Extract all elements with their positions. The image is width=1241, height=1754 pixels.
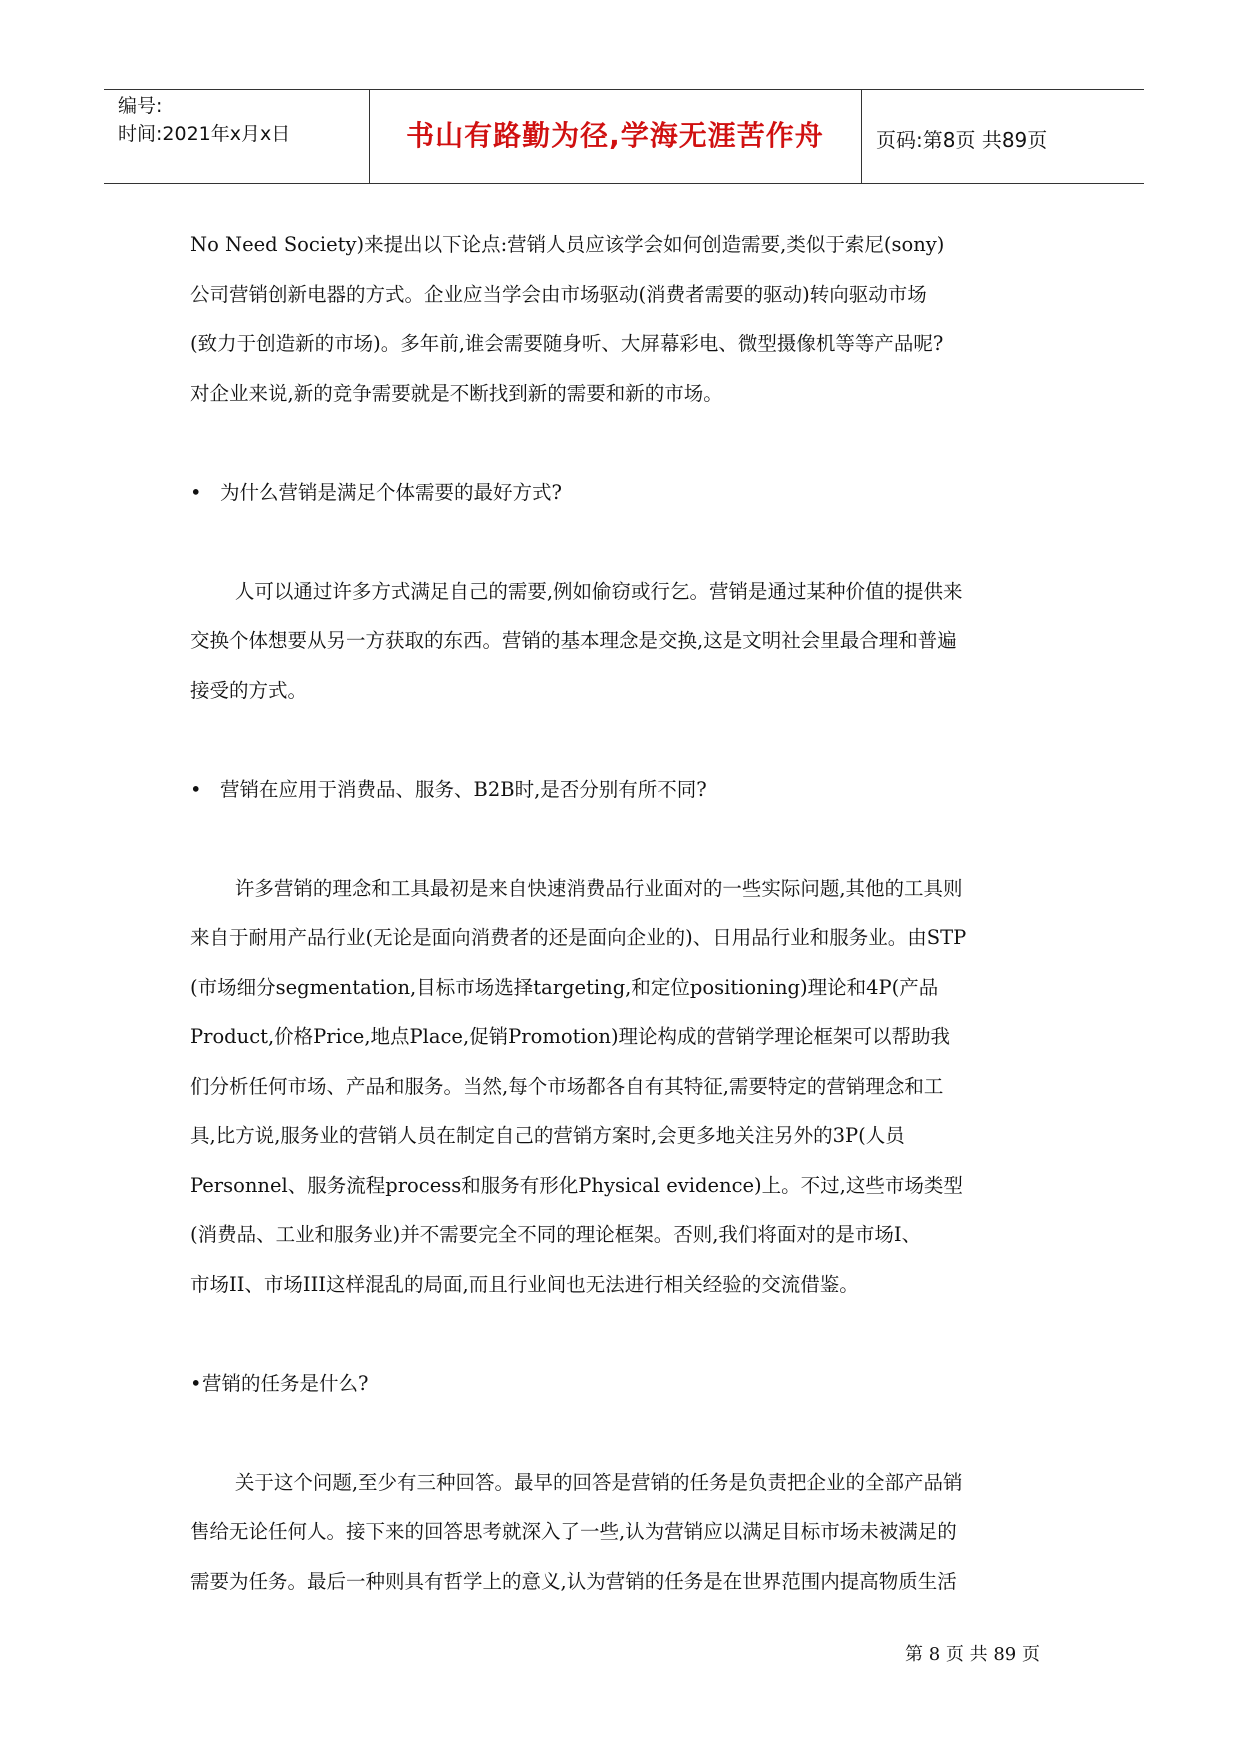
header-divider-right <box>861 89 862 184</box>
header-divider-left <box>369 89 370 184</box>
text-line: Personnel、服务流程process和服务有形化Physical evidence)上。不过,这些市场类型 <box>190 1173 963 1197</box>
text-line: Product,价格Price,地点Place,促销Promotion)理论构成的营销学理论框架可以帮助我 <box>190 1025 951 1048</box>
text-line: (致力于创造新的市场)。多年前,谁会需要随身听、大屏幕彩电、微型摄像机等等产品呢? <box>190 332 944 355</box>
text-line: 公司营销创新电器的方式。企业应当学会由市场驱动(消费者需要的驱动)转向驱动市场 <box>190 282 927 306</box>
bullet-icon: • <box>190 1371 202 1395</box>
text-line: No Need Society)来提出以下论点:营销人员应该学会如何创造需要,类似于索尼(sony) <box>190 233 945 256</box>
text-line: 交换个体想要从另一方获取的东西。营销的基本理念是交换,这是文明社会里最合理和普遍 <box>190 629 957 652</box>
document-body <box>190 220 1070 1606</box>
header-motto: 书山有路勤为径,学海无涯苦作舟 <box>406 119 824 152</box>
text-line: 具,比方说,服务业的营销人员在制定自己的营销方案时,会更多地关注另外的3P(人员 <box>190 1124 905 1147</box>
question-text: 营销在应用于消费品、服务、B2B时,是否分别有所不同? <box>220 777 707 801</box>
text-line: 们分析任何市场、产品和服务。当然,每个市场都各自有其特征,需要特定的营销理念和工 <box>190 1074 944 1098</box>
header-top-rule <box>104 89 1144 90</box>
bullet-icon: • <box>190 777 202 801</box>
question-heading-3 <box>190 1359 1070 1409</box>
number-label: 编号: <box>118 95 163 117</box>
paragraph-2 <box>190 567 1070 716</box>
question-text: 营销的任务是什么? <box>202 1371 369 1395</box>
paragraph-4 <box>190 1458 1070 1607</box>
question-text: 为什么营销是满足个体需要的最好方式? <box>220 480 562 504</box>
text-line: 许多营销的理念和工具最初是来自快速消费品行业面对的一些实际问题,其他的工具则 <box>234 876 963 900</box>
text-line: 对企业来说,新的竞争需要就是不断找到新的需要和新的市场。 <box>190 381 723 405</box>
paragraph-3 <box>190 864 1070 1310</box>
text-line: 市场II、市场III这样混乱的局面,而且行业间也无法进行相关经验的交流借鉴。 <box>190 1272 859 1296</box>
text-line: 关于这个问题,至少有三种回答。最早的回答是营销的任务是负责把企业的全部产品销 <box>234 1470 963 1494</box>
text-line: 接受的方式。 <box>190 678 308 702</box>
text-line: (市场细分segmentation,目标市场选择targeting,和定位positioning)理论和4P(产品 <box>190 975 939 999</box>
header-page-code: 页码:第8页 共89页 <box>876 128 1048 152</box>
header-meta <box>118 92 366 148</box>
question-heading-1 <box>190 468 1070 518</box>
bullet-icon: • <box>190 480 202 504</box>
text-line: 售给无论任何人。接下来的回答思考就深入了一些,认为营销应以满足目标市场未被满足的 <box>190 1520 957 1543</box>
text-line: (消费品、工业和服务业)并不需要完全不同的理论框架。否则,我们将面对的是市场I、 <box>190 1223 922 1246</box>
header-bottom-rule <box>104 183 1144 184</box>
question-heading-2 <box>190 765 1070 815</box>
paragraph-1 <box>190 220 1070 418</box>
time-label: 时间:2021年x月x日 <box>118 123 291 145</box>
text-line: 来自于耐用产品行业(无论是面向消费者的还是面向企业的)、日用品行业和服务业。由STP <box>190 926 967 949</box>
page-footer: 第 8 页 共 89 页 <box>905 1644 1040 1665</box>
text-line: 需要为任务。最后一种则具有哲学上的意义,认为营销的任务是在世界范围内提高物质生活 <box>190 1569 957 1593</box>
text-line: 人可以通过许多方式满足自己的需要,例如偷窃或行乞。营销是通过某种价值的提供来 <box>234 579 963 603</box>
